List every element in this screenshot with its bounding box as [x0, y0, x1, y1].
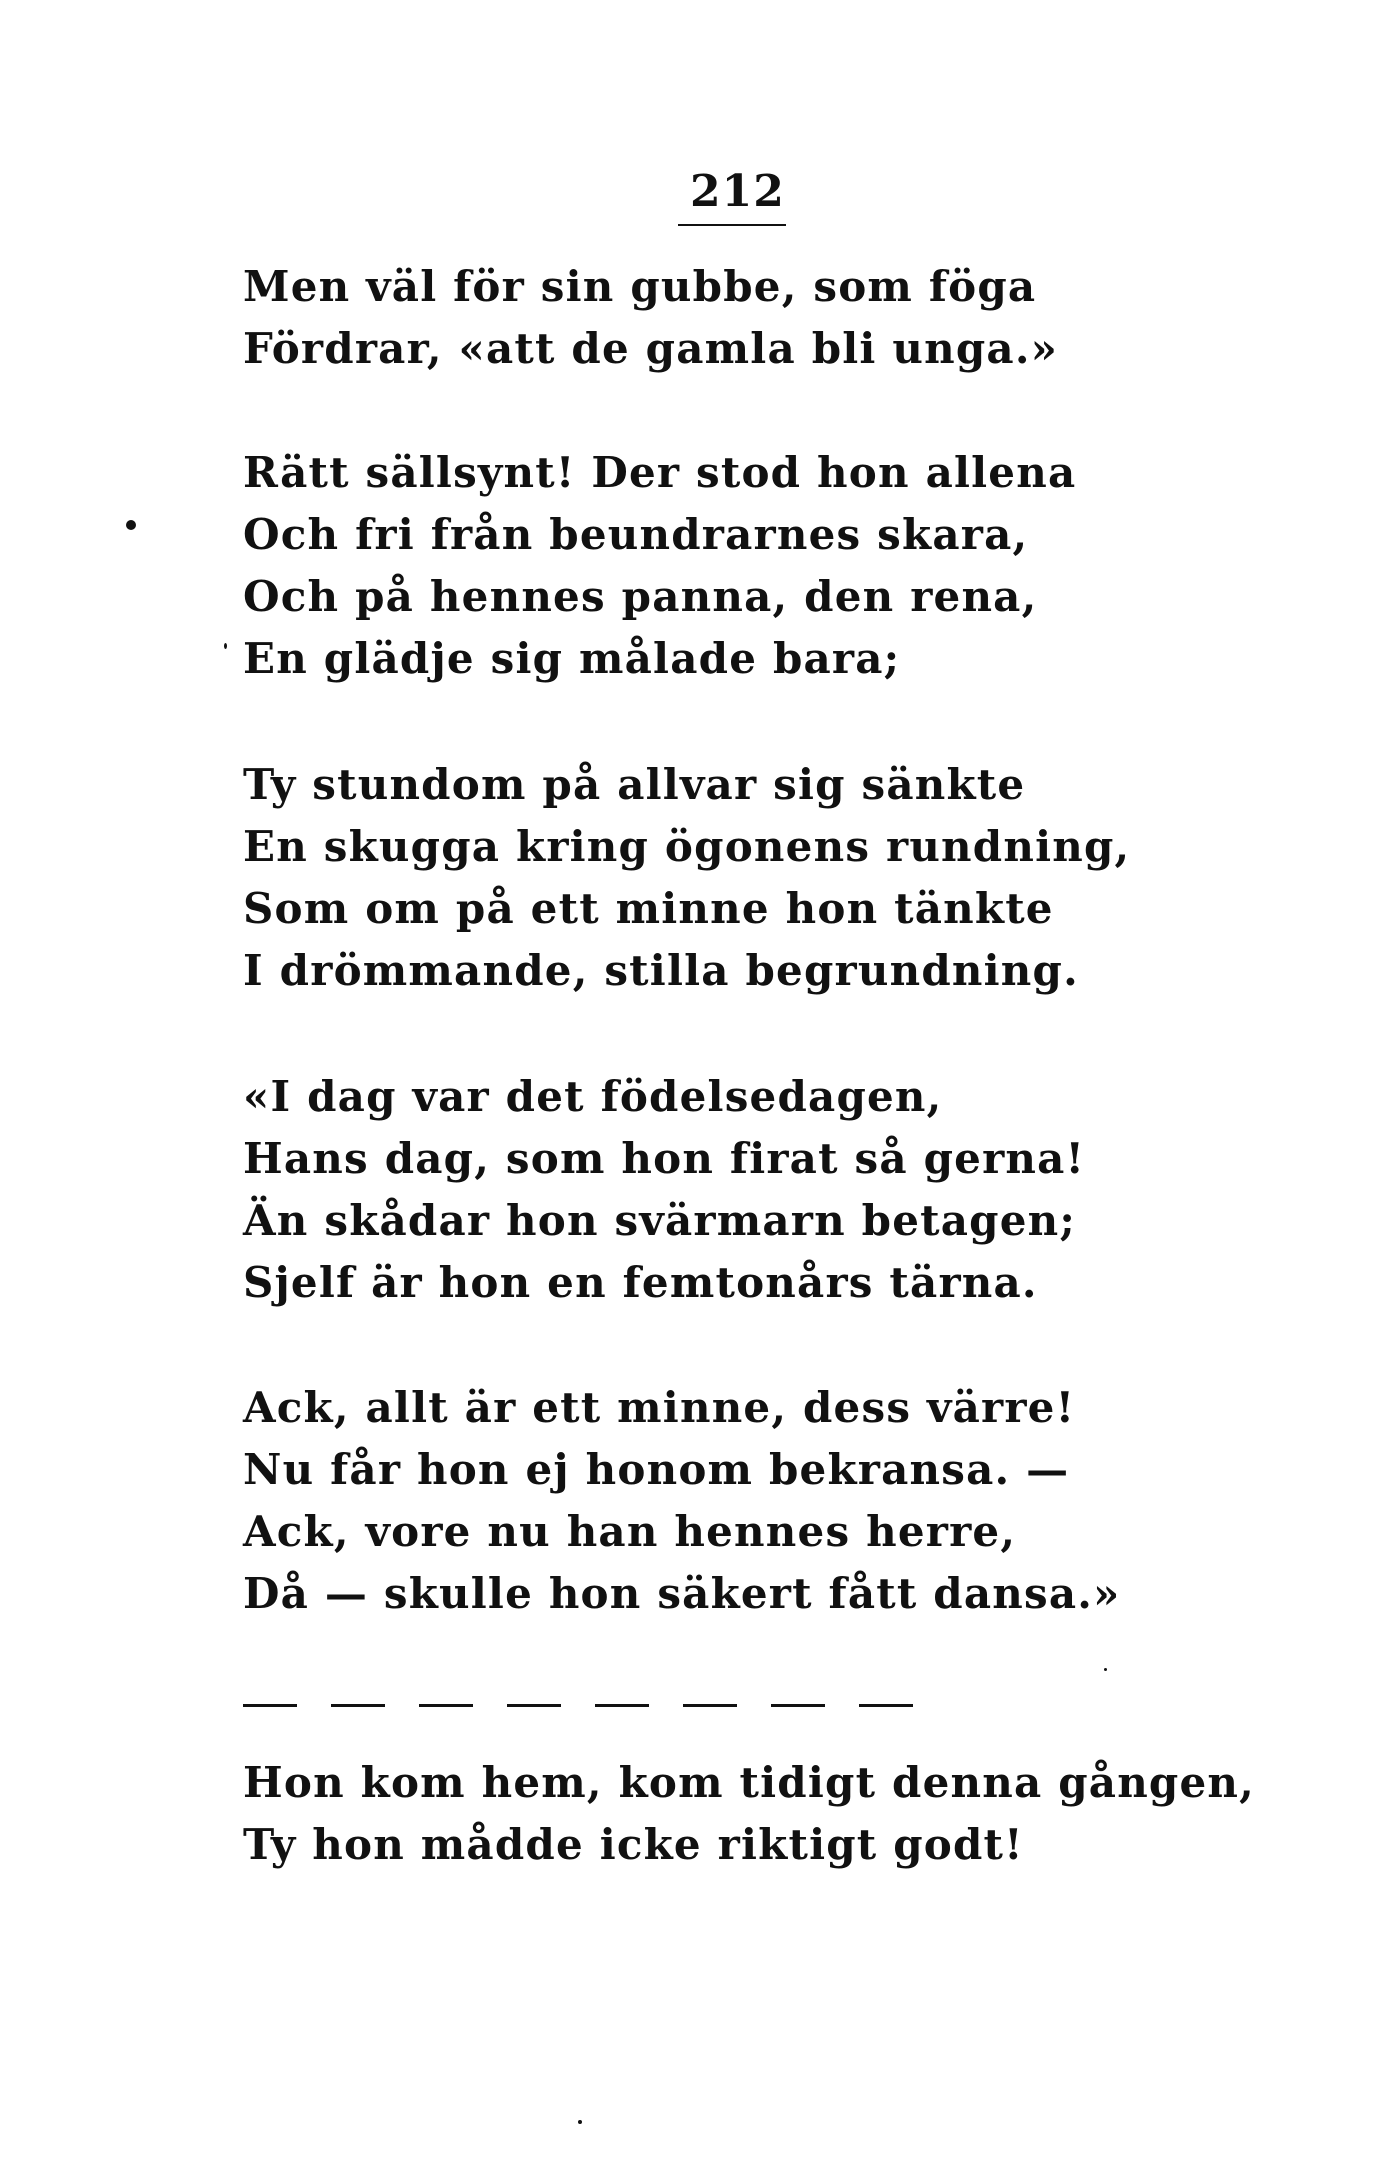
stanza-4 — [243, 1066, 1085, 1314]
poem-line: Men väl för sin gubbe, som föga — [243, 262, 1037, 311]
poem-line: Än skådar hon svärmarn betagen; — [243, 1196, 1077, 1245]
poem-line: Ack, vore nu han hennes herre, — [243, 1507, 1017, 1556]
separator-dash — [243, 1704, 297, 1707]
poem-line: Ack, allt är ett minne, dess värre! — [243, 1383, 1076, 1432]
stanza-2 — [243, 442, 1076, 690]
poem-line: Sjelf är hon en femtonårs tärna. — [243, 1258, 1038, 1307]
separator-dash — [595, 1704, 649, 1707]
ink-speck — [224, 643, 227, 649]
stanza-1 — [243, 256, 1058, 380]
poem-line: Hans dag, som hon firat så gerna! — [243, 1134, 1086, 1183]
poem-line: Rätt sällsynt! Der stod hon allena — [243, 448, 1077, 497]
poem-line: Hon kom hem, kom tidigt denna gången, — [243, 1758, 1255, 1807]
stanza-3 — [243, 754, 1130, 1002]
ink-speck — [126, 520, 136, 530]
separator-dash — [683, 1704, 737, 1707]
poem-line: En glädje sig målade bara; — [243, 634, 901, 683]
poem-line: Fördrar, «att de gamla bli unga.» — [243, 324, 1059, 373]
section-separator — [243, 1704, 913, 1708]
poem-line: Och fri från beundrarnes skara, — [243, 510, 1029, 559]
poem-line: Ty hon mådde icke riktigt godt! — [243, 1820, 1024, 1869]
separator-dash — [771, 1704, 825, 1707]
poem-line: Nu får hon ej honom bekransa. — — [243, 1445, 1070, 1494]
poem-line: Då — skulle hon säkert fått dansa.» — [243, 1569, 1121, 1618]
page-number-underline — [678, 224, 786, 226]
poem-line: En skugga kring ögonens rundning, — [243, 822, 1131, 871]
separator-dash — [419, 1704, 473, 1707]
poem-line: Och på hennes panna, den rena, — [243, 572, 1038, 621]
stanza-6 — [243, 1752, 1255, 1876]
poem-line: «I dag var det födelsedagen, — [243, 1072, 943, 1121]
poem-line: I drömmande, stilla begrundning. — [243, 946, 1079, 995]
page-number: 212 — [690, 166, 785, 217]
poem-line: Ty stundom på allvar sig sänkte — [243, 760, 1026, 809]
separator-dash — [859, 1704, 913, 1707]
ink-speck — [578, 2120, 582, 2124]
separator-dash — [331, 1704, 385, 1707]
separator-dash — [507, 1704, 561, 1707]
ink-speck — [1104, 1668, 1107, 1671]
stanza-5 — [243, 1377, 1121, 1625]
poem-line: Som om på ett minne hon tänkte — [243, 884, 1054, 933]
